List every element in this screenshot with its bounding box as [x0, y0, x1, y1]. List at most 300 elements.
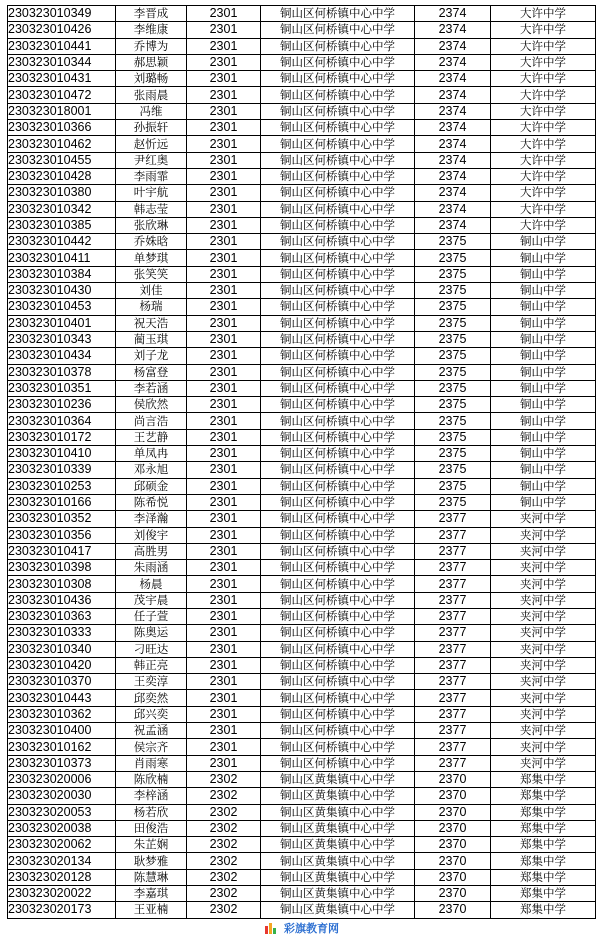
student-id-cell: 230323010472: [8, 87, 116, 103]
student-id-cell: 230323020022: [8, 886, 116, 902]
admit-school-cell: 夹河中学: [491, 641, 596, 657]
student-id-cell: 230323010455: [8, 152, 116, 168]
student-id-cell: 230323020128: [8, 869, 116, 885]
admit-code-cell: 2374: [415, 71, 491, 87]
admit-code-cell: 2374: [415, 201, 491, 217]
admit-school-cell: 大许中学: [491, 217, 596, 233]
admit-code-cell: 2374: [415, 217, 491, 233]
school-code-cell: 2301: [187, 266, 261, 282]
admit-school-cell: 郑集中学: [491, 837, 596, 853]
school-code-cell: 2301: [187, 103, 261, 119]
admit-school-cell: 铜山中学: [491, 283, 596, 299]
admit-code-cell: 2370: [415, 804, 491, 820]
school-code-cell: 2301: [187, 543, 261, 559]
student-name-cell: 邱硕金: [116, 478, 187, 494]
school-code-cell: 2301: [187, 755, 261, 771]
table-row: [8, 560, 596, 576]
table-row: [8, 723, 596, 739]
student-name-cell: 王艺静: [116, 429, 187, 445]
student-id-cell: 230323010385: [8, 217, 116, 233]
school-code-cell: 2301: [187, 22, 261, 38]
school-code-cell: 2301: [187, 54, 261, 70]
student-name-cell: 韩志莹: [116, 201, 187, 217]
admit-code-cell: 2374: [415, 87, 491, 103]
school-code-cell: 2302: [187, 886, 261, 902]
admit-school-cell: 大许中学: [491, 185, 596, 201]
admit-code-cell: 2375: [415, 331, 491, 347]
school-name-cell: 铜山区何桥镇中心中学: [261, 38, 415, 54]
admit-code-cell: 2374: [415, 152, 491, 168]
school-code-cell: 2301: [187, 331, 261, 347]
student-id-cell: 230323010339: [8, 462, 116, 478]
student-id-cell: 230323010349: [8, 6, 116, 22]
admit-code-cell: 2377: [415, 739, 491, 755]
admit-school-cell: 郑集中学: [491, 853, 596, 869]
admit-school-cell: 铜山中学: [491, 364, 596, 380]
school-code-cell: 2301: [187, 608, 261, 624]
table-row: [8, 576, 596, 592]
admit-code-cell: 2375: [415, 429, 491, 445]
school-code-cell: 2301: [187, 283, 261, 299]
school-name-cell: 铜山区何桥镇中心中学: [261, 397, 415, 413]
school-code-cell: 2301: [187, 560, 261, 576]
admit-code-cell: 2377: [415, 690, 491, 706]
student-id-cell: 230323010343: [8, 331, 116, 347]
student-name-cell: 任子萱: [116, 608, 187, 624]
student-id-cell: 230323010441: [8, 38, 116, 54]
student-name-cell: 乔博为: [116, 38, 187, 54]
student-name-cell: 李泽瀚: [116, 511, 187, 527]
admit-school-cell: 铜山中学: [491, 494, 596, 510]
admit-school-cell: 夹河中学: [491, 608, 596, 624]
table-row: [8, 902, 596, 918]
table-row: [8, 690, 596, 706]
school-name-cell: 铜山区何桥镇中心中学: [261, 608, 415, 624]
admit-code-cell: 2375: [415, 250, 491, 266]
school-code-cell: 2301: [187, 723, 261, 739]
student-id-cell: 230323010356: [8, 527, 116, 543]
admit-school-cell: 大许中学: [491, 120, 596, 136]
admit-code-cell: 2377: [415, 641, 491, 657]
school-name-cell: 铜山区黄集镇中心中学: [261, 788, 415, 804]
student-id-cell: 230323020173: [8, 902, 116, 918]
school-code-cell: 2301: [187, 234, 261, 250]
table-row: [8, 755, 596, 771]
student-name-cell: 郝思颖: [116, 54, 187, 70]
school-name-cell: 铜山区何桥镇中心中学: [261, 723, 415, 739]
student-name-cell: 王亚楠: [116, 902, 187, 918]
table-row: [8, 168, 596, 184]
school-name-cell: 铜山区何桥镇中心中学: [261, 22, 415, 38]
school-name-cell: 铜山区何桥镇中心中学: [261, 71, 415, 87]
table-row: [8, 120, 596, 136]
student-id-cell: 230323010340: [8, 641, 116, 657]
student-name-cell: 陈欣楠: [116, 771, 187, 787]
student-name-cell: 田俊浩: [116, 820, 187, 836]
table-row: [8, 136, 596, 152]
table-row: [8, 641, 596, 657]
student-name-cell: 茂宇晨: [116, 592, 187, 608]
school-name-cell: 铜山区何桥镇中心中学: [261, 168, 415, 184]
table-row: [8, 429, 596, 445]
admit-code-cell: 2374: [415, 120, 491, 136]
admit-school-cell: 铜山中学: [491, 315, 596, 331]
student-id-cell: 230323010342: [8, 201, 116, 217]
school-name-cell: 铜山区何桥镇中心中学: [261, 739, 415, 755]
student-id-cell: 230323010428: [8, 168, 116, 184]
school-name-cell: 铜山区黄集镇中心中学: [261, 771, 415, 787]
admit-code-cell: 2377: [415, 608, 491, 624]
table-row: [8, 299, 596, 315]
student-name-cell: 蔺玉琪: [116, 331, 187, 347]
student-id-cell: 230323010351: [8, 380, 116, 396]
admit-school-cell: 大许中学: [491, 6, 596, 22]
admit-code-cell: 2374: [415, 38, 491, 54]
school-code-cell: 2301: [187, 641, 261, 657]
admission-table: [7, 5, 596, 919]
school-code-cell: 2302: [187, 853, 261, 869]
admit-code-cell: 2375: [415, 315, 491, 331]
admit-school-cell: 夹河中学: [491, 755, 596, 771]
admit-code-cell: 2374: [415, 103, 491, 119]
student-id-cell: 230323010384: [8, 266, 116, 282]
school-name-cell: 铜山区何桥镇中心中学: [261, 674, 415, 690]
admit-school-cell: 夹河中学: [491, 511, 596, 527]
student-id-cell: 230323010400: [8, 723, 116, 739]
school-name-cell: 铜山区何桥镇中心中学: [261, 234, 415, 250]
student-name-cell: 祝天浩: [116, 315, 187, 331]
admit-school-cell: 夹河中学: [491, 674, 596, 690]
admit-school-cell: 夹河中学: [491, 527, 596, 543]
student-name-cell: 赵忻远: [116, 136, 187, 152]
student-id-cell: 230323010308: [8, 576, 116, 592]
table-row: [8, 413, 596, 429]
table-row: [8, 592, 596, 608]
student-id-cell: 230323020053: [8, 804, 116, 820]
table-row: [8, 886, 596, 902]
admit-school-cell: 郑集中学: [491, 902, 596, 918]
school-code-cell: 2301: [187, 348, 261, 364]
school-code-cell: 2301: [187, 625, 261, 641]
student-id-cell: 230323010430: [8, 283, 116, 299]
table-row: [8, 38, 596, 54]
school-code-cell: 2301: [187, 494, 261, 510]
admit-code-cell: 2375: [415, 348, 491, 364]
school-name-cell: 铜山区何桥镇中心中学: [261, 446, 415, 462]
school-name-cell: 铜山区黄集镇中心中学: [261, 902, 415, 918]
student-id-cell: 230323010370: [8, 674, 116, 690]
student-id-cell: 230323020062: [8, 837, 116, 853]
table-row: [8, 494, 596, 510]
school-name-cell: 铜山区何桥镇中心中学: [261, 348, 415, 364]
admit-code-cell: 2377: [415, 560, 491, 576]
student-id-cell: 230323020038: [8, 820, 116, 836]
school-code-cell: 2302: [187, 788, 261, 804]
student-name-cell: 侯欣然: [116, 397, 187, 413]
student-id-cell: 230323010401: [8, 315, 116, 331]
table-row: [8, 446, 596, 462]
table-row: [8, 103, 596, 119]
table-row: [8, 771, 596, 787]
school-name-cell: 铜山区何桥镇中心中学: [261, 527, 415, 543]
student-id-cell: 230323010378: [8, 364, 116, 380]
school-code-cell: 2301: [187, 446, 261, 462]
school-name-cell: 铜山区何桥镇中心中学: [261, 250, 415, 266]
school-code-cell: 2301: [187, 299, 261, 315]
student-name-cell: 李雨霏: [116, 168, 187, 184]
school-code-cell: 2301: [187, 690, 261, 706]
student-id-cell: 230323010434: [8, 348, 116, 364]
school-code-cell: 2301: [187, 706, 261, 722]
admit-code-cell: 2377: [415, 592, 491, 608]
admit-code-cell: 2375: [415, 478, 491, 494]
admit-code-cell: 2370: [415, 886, 491, 902]
admit-school-cell: 夹河中学: [491, 657, 596, 673]
table-row: [8, 478, 596, 494]
admit-school-cell: 大许中学: [491, 22, 596, 38]
student-name-cell: 侯宗齐: [116, 739, 187, 755]
school-name-cell: 铜山区何桥镇中心中学: [261, 511, 415, 527]
school-name-cell: 铜山区黄集镇中心中学: [261, 869, 415, 885]
table-row: [8, 6, 596, 22]
watermark: [265, 920, 341, 936]
admit-school-cell: 铜山中学: [491, 413, 596, 429]
admit-school-cell: 铜山中学: [491, 266, 596, 282]
school-name-cell: 铜山区何桥镇中心中学: [261, 641, 415, 657]
table-row: [8, 706, 596, 722]
admit-school-cell: 大许中学: [491, 103, 596, 119]
school-name-cell: 铜山区何桥镇中心中学: [261, 364, 415, 380]
admit-code-cell: 2375: [415, 446, 491, 462]
school-name-cell: 铜山区何桥镇中心中学: [261, 217, 415, 233]
school-code-cell: 2301: [187, 6, 261, 22]
table-row: [8, 739, 596, 755]
table-row: [8, 250, 596, 266]
admit-school-cell: 夹河中学: [491, 543, 596, 559]
school-code-cell: 2301: [187, 152, 261, 168]
admit-school-cell: 夹河中学: [491, 723, 596, 739]
student-name-cell: 孙振轩: [116, 120, 187, 136]
admit-school-cell: 夹河中学: [491, 690, 596, 706]
admit-code-cell: 2375: [415, 234, 491, 250]
school-code-cell: 2301: [187, 120, 261, 136]
student-id-cell: 230323010411: [8, 250, 116, 266]
admit-code-cell: 2370: [415, 837, 491, 853]
table-row: [8, 54, 596, 70]
student-name-cell: 朱雨涵: [116, 560, 187, 576]
table-row: [8, 364, 596, 380]
admit-code-cell: 2370: [415, 771, 491, 787]
school-code-cell: 2301: [187, 413, 261, 429]
student-id-cell: 230323010431: [8, 71, 116, 87]
student-name-cell: 刘佳: [116, 283, 187, 299]
school-code-cell: 2301: [187, 380, 261, 396]
admit-school-cell: 夹河中学: [491, 739, 596, 755]
school-name-cell: 铜山区黄集镇中心中学: [261, 886, 415, 902]
admit-school-cell: 铜山中学: [491, 397, 596, 413]
school-name-cell: 铜山区何桥镇中心中学: [261, 478, 415, 494]
table-row: [8, 788, 596, 804]
student-name-cell: 李若涵: [116, 380, 187, 396]
student-id-cell: 230323010373: [8, 755, 116, 771]
school-name-cell: 铜山区黄集镇中心中学: [261, 804, 415, 820]
admit-school-cell: 郑集中学: [491, 869, 596, 885]
school-code-cell: 2302: [187, 804, 261, 820]
admit-school-cell: 郑集中学: [491, 788, 596, 804]
admit-code-cell: 2375: [415, 266, 491, 282]
school-name-cell: 铜山区何桥镇中心中学: [261, 152, 415, 168]
student-id-cell: 230323010364: [8, 413, 116, 429]
watermark-logo-icon: [265, 922, 279, 934]
student-id-cell: 230323010352: [8, 511, 116, 527]
school-name-cell: 铜山区何桥镇中心中学: [261, 657, 415, 673]
admit-school-cell: 铜山中学: [491, 380, 596, 396]
student-name-cell: 邱奕然: [116, 690, 187, 706]
student-id-cell: 230323010363: [8, 608, 116, 624]
school-name-cell: 铜山区何桥镇中心中学: [261, 625, 415, 641]
student-name-cell: 高胜男: [116, 543, 187, 559]
table-row: [8, 283, 596, 299]
student-name-cell: 单凤冉: [116, 446, 187, 462]
table-row: [8, 837, 596, 853]
school-code-cell: 2301: [187, 87, 261, 103]
table-row: [8, 804, 596, 820]
student-name-cell: 张雨晨: [116, 87, 187, 103]
student-name-cell: 冯维: [116, 103, 187, 119]
table-row: [8, 185, 596, 201]
table-row: [8, 527, 596, 543]
admit-code-cell: 2375: [415, 413, 491, 429]
student-name-cell: 刁旺达: [116, 641, 187, 657]
student-id-cell: 230323020030: [8, 788, 116, 804]
student-id-cell: 230323020134: [8, 853, 116, 869]
table-row: [8, 462, 596, 478]
student-id-cell: 230323010410: [8, 446, 116, 462]
admit-code-cell: 2377: [415, 706, 491, 722]
school-name-cell: 铜山区何桥镇中心中学: [261, 543, 415, 559]
school-name-cell: 铜山区何桥镇中心中学: [261, 103, 415, 119]
table-row: [8, 820, 596, 836]
student-id-cell: 230323010453: [8, 299, 116, 315]
school-name-cell: 铜山区何桥镇中心中学: [261, 331, 415, 347]
admit-code-cell: 2377: [415, 625, 491, 641]
admit-code-cell: 2377: [415, 674, 491, 690]
admit-code-cell: 2374: [415, 136, 491, 152]
school-code-cell: 2301: [187, 462, 261, 478]
admit-code-cell: 2374: [415, 185, 491, 201]
student-name-cell: 李嘉琪: [116, 886, 187, 902]
school-name-cell: 铜山区何桥镇中心中学: [261, 201, 415, 217]
school-code-cell: 2301: [187, 511, 261, 527]
school-code-cell: 2301: [187, 136, 261, 152]
student-id-cell: 230323010398: [8, 560, 116, 576]
school-name-cell: 铜山区何桥镇中心中学: [261, 315, 415, 331]
admit-code-cell: 2377: [415, 657, 491, 673]
school-code-cell: 2302: [187, 820, 261, 836]
table-row: [8, 853, 596, 869]
school-name-cell: 铜山区黄集镇中心中学: [261, 853, 415, 869]
admit-school-cell: 大许中学: [491, 71, 596, 87]
school-name-cell: 铜山区何桥镇中心中学: [261, 266, 415, 282]
student-id-cell: 230323010366: [8, 120, 116, 136]
student-name-cell: 杨晨: [116, 576, 187, 592]
admit-school-cell: 夹河中学: [491, 625, 596, 641]
student-name-cell: 乔姝晗: [116, 234, 187, 250]
table-row: [8, 380, 596, 396]
school-code-cell: 2301: [187, 739, 261, 755]
admit-code-cell: 2375: [415, 462, 491, 478]
admit-school-cell: 铜山中学: [491, 299, 596, 315]
school-name-cell: 铜山区何桥镇中心中学: [261, 136, 415, 152]
school-name-cell: 铜山区何桥镇中心中学: [261, 380, 415, 396]
student-name-cell: 叶宇航: [116, 185, 187, 201]
school-code-cell: 2301: [187, 429, 261, 445]
school-name-cell: 铜山区何桥镇中心中学: [261, 185, 415, 201]
table-row: [8, 511, 596, 527]
school-code-cell: 2301: [187, 478, 261, 494]
student-name-cell: 陈慧琳: [116, 869, 187, 885]
student-name-cell: 李晋成: [116, 6, 187, 22]
admit-school-cell: 铜山中学: [491, 446, 596, 462]
student-id-cell: 230323010362: [8, 706, 116, 722]
school-code-cell: 2301: [187, 657, 261, 673]
student-name-cell: 刘璐畅: [116, 71, 187, 87]
school-name-cell: 铜山区何桥镇中心中学: [261, 54, 415, 70]
student-id-cell: 230323010166: [8, 494, 116, 510]
admit-school-cell: 铜山中学: [491, 478, 596, 494]
student-name-cell: 杨富登: [116, 364, 187, 380]
school-code-cell: 2301: [187, 364, 261, 380]
admit-school-cell: 郑集中学: [491, 820, 596, 836]
school-name-cell: 铜山区何桥镇中心中学: [261, 413, 415, 429]
student-name-cell: 张欣琳: [116, 217, 187, 233]
table-row: [8, 608, 596, 624]
student-name-cell: 尚言浩: [116, 413, 187, 429]
admit-school-cell: 铜山中学: [491, 462, 596, 478]
table-row: [8, 331, 596, 347]
school-name-cell: 铜山区何桥镇中心中学: [261, 429, 415, 445]
student-id-cell: 230323020006: [8, 771, 116, 787]
school-name-cell: 铜山区何桥镇中心中学: [261, 299, 415, 315]
admit-school-cell: 铜山中学: [491, 250, 596, 266]
student-name-cell: 杨瑞: [116, 299, 187, 315]
admit-code-cell: 2374: [415, 6, 491, 22]
student-name-cell: 王奕淳: [116, 674, 187, 690]
admit-code-cell: 2375: [415, 380, 491, 396]
school-name-cell: 铜山区何桥镇中心中学: [261, 120, 415, 136]
student-name-cell: 韩正亮: [116, 657, 187, 673]
student-id-cell: 230323010380: [8, 185, 116, 201]
table-row: [8, 152, 596, 168]
student-name-cell: 刘俊宇: [116, 527, 187, 543]
admit-code-cell: 2375: [415, 283, 491, 299]
table-row: [8, 657, 596, 673]
admit-school-cell: 大许中学: [491, 168, 596, 184]
table-row: [8, 315, 596, 331]
table-row: [8, 674, 596, 690]
admit-code-cell: 2375: [415, 397, 491, 413]
student-name-cell: 肖雨寒: [116, 755, 187, 771]
admit-school-cell: 铜山中学: [491, 331, 596, 347]
table-row: [8, 217, 596, 233]
student-name-cell: 邱兴奕: [116, 706, 187, 722]
student-name-cell: 刘子龙: [116, 348, 187, 364]
school-code-cell: 2302: [187, 902, 261, 918]
school-code-cell: 2302: [187, 837, 261, 853]
admit-code-cell: 2377: [415, 755, 491, 771]
school-code-cell: 2301: [187, 592, 261, 608]
school-name-cell: 铜山区何桥镇中心中学: [261, 592, 415, 608]
